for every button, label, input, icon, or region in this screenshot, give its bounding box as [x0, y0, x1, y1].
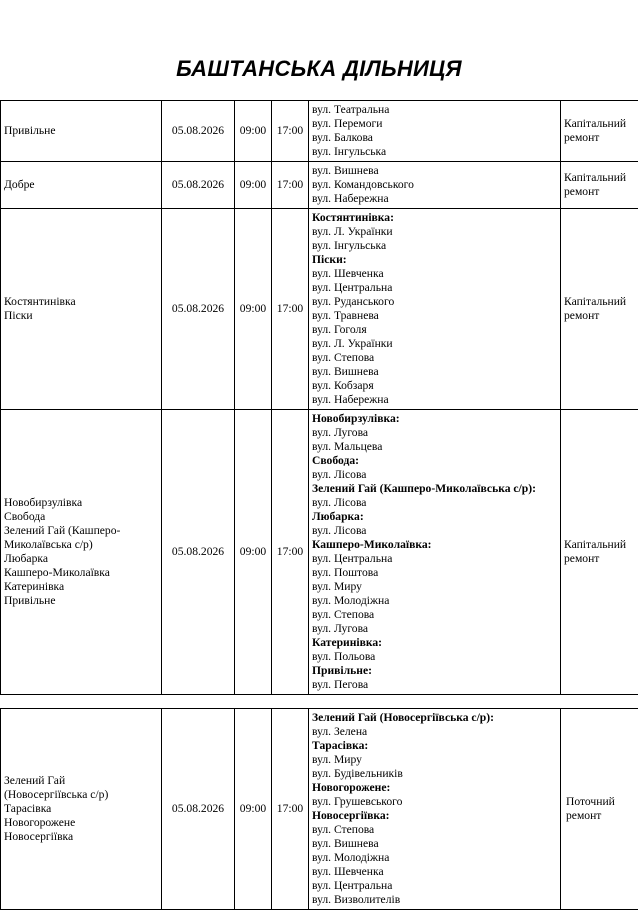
- locality-heading: Новогорожене:: [312, 781, 391, 794]
- street-name: вул. Кобзаря: [312, 379, 374, 392]
- street-name: вул. Театральна: [312, 103, 390, 116]
- street-name: вул. Лісова: [312, 468, 367, 481]
- locality-heading: Зелений Гай (Новосергіївська с/р):: [312, 711, 494, 724]
- street-name: вул. Лугова: [312, 426, 369, 439]
- street-name: вул. Лісова: [312, 524, 367, 537]
- streets-cell: [309, 410, 561, 695]
- streets-cell: [309, 101, 561, 162]
- settlement-name: Свобода: [4, 510, 46, 523]
- settlement-name: Любарка: [4, 552, 48, 565]
- street-name: вул. Польова: [312, 650, 376, 663]
- schedule-body-continued: [1, 709, 638, 910]
- start-time-cell: 09:00: [235, 209, 272, 410]
- settlement-name: Кашперо-Миколаївка: [4, 566, 110, 579]
- street-name: вул. Центральна: [312, 879, 393, 892]
- start-time-cell: 09:00: [235, 709, 272, 910]
- work-type-text: ремонт: [564, 309, 600, 322]
- settlements-cell: [1, 209, 162, 410]
- work-type-text: Капітальний: [564, 117, 627, 130]
- street-name: вул. Грушевського: [312, 795, 403, 808]
- work-type-text: ремонт: [564, 131, 600, 144]
- settlement-name: Катеринівка: [4, 580, 65, 593]
- work-type-cell: [561, 209, 638, 410]
- street-name: вул. Лугова: [312, 622, 369, 635]
- settlement-name: Піски: [4, 309, 33, 322]
- street-name: вул. Шевченка: [312, 865, 384, 878]
- street-name: вул. Вишнева: [312, 164, 379, 177]
- end-time-cell: 17:00: [272, 101, 309, 162]
- street-name: вул. Травнева: [312, 309, 379, 322]
- street-name: вул. Степова: [312, 351, 375, 364]
- street-name: вул. Мальцева: [312, 440, 383, 453]
- date-cell: 05.08.2026: [162, 209, 235, 410]
- table-row: [1, 410, 638, 695]
- locality-heading: Катеринівка:: [312, 636, 383, 649]
- settlements-cell: [1, 410, 162, 695]
- table-row: [1, 709, 638, 910]
- settlements-cell: [1, 162, 162, 209]
- locality-heading: Тарасівка:: [312, 739, 369, 752]
- street-name: вул. Степова: [312, 608, 375, 621]
- settlement-name: Зелений Гай: [4, 774, 66, 787]
- date-cell: 05.08.2026: [162, 162, 235, 209]
- street-name: вул. Інгульська: [312, 239, 387, 252]
- date-cell: 05.08.2026: [162, 101, 235, 162]
- settlement-name: Привільне: [4, 124, 56, 137]
- work-type-text: ремонт: [564, 185, 600, 198]
- locality-heading: Любарка:: [312, 510, 364, 523]
- locality-heading: Костянтинівка:: [312, 211, 394, 224]
- street-name: вул. Центральна: [312, 281, 393, 294]
- work-type-cell: [561, 709, 638, 910]
- work-type-text: Капітальний: [564, 171, 627, 184]
- end-time-cell: 17:00: [272, 162, 309, 209]
- start-time-cell: 09:00: [235, 410, 272, 695]
- street-name: вул. Гоголя: [312, 323, 367, 336]
- table-row: [1, 209, 638, 410]
- work-type-text: Капітальний: [564, 538, 627, 551]
- page-title: БАШТАНСЬКА ДІЛЬНИЦЯ: [176, 56, 462, 81]
- street-name: вул. Миру: [312, 753, 362, 766]
- settlements-cell: [1, 101, 162, 162]
- locality-heading: Свобода:: [312, 454, 359, 467]
- settlement-name: Зелений Гай (Кашперо-: [4, 524, 121, 537]
- street-name: вул. Лісова: [312, 496, 367, 509]
- settlement-name: Тарасівка: [4, 802, 52, 815]
- street-name: вул. Пегова: [312, 678, 369, 691]
- locality-heading: Новобирзулівка:: [312, 412, 400, 425]
- locality-heading: Піски:: [312, 253, 347, 266]
- street-name: вул. Поштова: [312, 566, 379, 579]
- work-type-cell: [561, 101, 638, 162]
- work-type-text: Поточний: [566, 795, 615, 808]
- street-name: вул. Молодіжна: [312, 594, 390, 607]
- street-name: вул. Миру: [312, 580, 362, 593]
- end-time-cell: 17:00: [272, 209, 309, 410]
- street-name: вул. Командовського: [312, 178, 414, 191]
- schedule-body: [1, 101, 638, 695]
- locality-heading: Привільне:: [312, 664, 372, 677]
- street-name: вул. Перемоги: [312, 117, 383, 130]
- street-name: вул. Вишнева: [312, 837, 379, 850]
- settlement-name: Костянтинівка: [4, 295, 76, 308]
- date-cell: 05.08.2026: [162, 709, 235, 910]
- table-row: [1, 162, 638, 209]
- table-row: [1, 101, 638, 162]
- settlement-name: (Новосергіївська с/р): [4, 788, 109, 801]
- locality-heading: Кашперо-Миколаївка:: [312, 538, 432, 551]
- street-name: вул. Набережна: [312, 192, 389, 205]
- end-time-cell: 17:00: [272, 410, 309, 695]
- start-time-cell: 09:00: [235, 101, 272, 162]
- streets-cell: [309, 709, 561, 910]
- street-name: вул. Руданського: [312, 295, 395, 308]
- outage-schedule-table: [0, 100, 638, 695]
- locality-heading: Зелений Гай (Кашперо-Миколаївська с/р):: [312, 482, 536, 495]
- street-name: вул. Вишнева: [312, 365, 379, 378]
- street-name: вул. Будівельників: [312, 767, 403, 780]
- start-time-cell: 09:00: [235, 162, 272, 209]
- street-name: вул. Зелена: [312, 725, 368, 738]
- streets-cell: [309, 162, 561, 209]
- settlement-name: Новобирзулівка: [4, 496, 83, 509]
- street-name: вул. Л. Українки: [312, 337, 393, 350]
- settlement-name: Привільне: [4, 594, 56, 607]
- street-name: вул. Інгульська: [312, 145, 387, 158]
- locality-heading: Новосергіївка:: [312, 809, 390, 822]
- settlement-name: Новогорожене: [4, 816, 76, 829]
- date-cell: 05.08.2026: [162, 410, 235, 695]
- work-type-text: ремонт: [566, 809, 602, 822]
- street-name: вул. Балкова: [312, 131, 373, 144]
- work-type-cell: [561, 410, 638, 695]
- street-name: вул. Л. Українки: [312, 225, 393, 238]
- settlement-name: Новосергіївка: [4, 830, 74, 843]
- work-type-text: Капітальний: [564, 295, 627, 308]
- end-time-cell: 17:00: [272, 709, 309, 910]
- street-name: вул. Молодіжна: [312, 851, 390, 864]
- work-type-cell: [561, 162, 638, 209]
- street-name: вул. Визволителів: [312, 893, 401, 906]
- settlements-cell: [1, 709, 162, 910]
- outage-schedule-table-continued: [0, 708, 638, 910]
- streets-cell: [309, 209, 561, 410]
- street-name: вул. Центральна: [312, 552, 393, 565]
- street-name: вул. Набережна: [312, 393, 389, 406]
- settlement-name: Миколаївська с/р): [4, 538, 93, 551]
- street-name: вул. Шевченка: [312, 267, 384, 280]
- work-type-text: ремонт: [564, 552, 600, 565]
- settlement-name: Добре: [4, 178, 35, 191]
- street-name: вул. Степова: [312, 823, 375, 836]
